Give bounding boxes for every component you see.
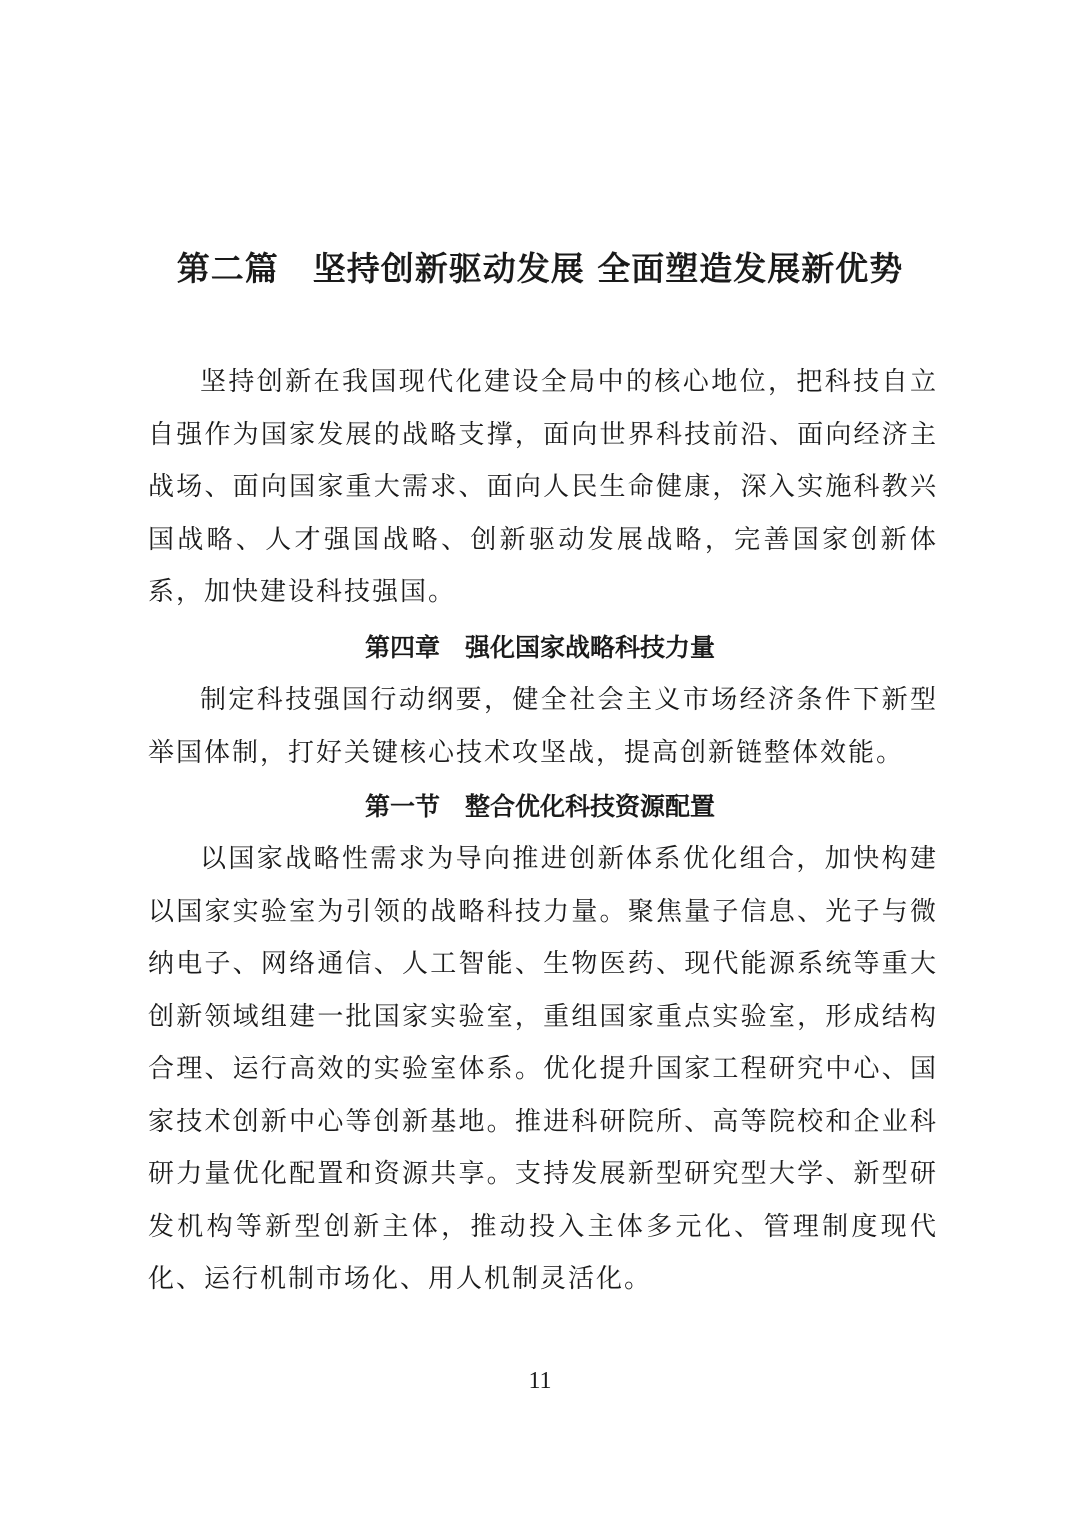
chapter-paragraph: 制定科技强国行动纲要，健全社会主义市场经济条件下新型举国体制，打好关键核心技术攻坚战，提高创新链整体效能。 [148,685,938,768]
intro-section [148,356,938,619]
intro-paragraph: 坚持创新在我国现代化建设全局中的核心地位，把科技自立自强作为国家发展的战略支撑，面向世界科技前沿、面向经济主战场、面向国家重大需求、面向人民生命健康，深入实施科教兴国战略、人才强国战略、创新驱动发展战略，完善国家创新体系，加快建设科技强国。 [148,367,938,607]
section-body [148,833,938,1306]
section-title: 第一节 整合优化科技资源配置 [364,792,715,821]
section-paragraph: 以国家战略性需求为导向推进创新体系优化组合，加快构建以国家实验室为引领的战略科技力量。聚焦量子信息、光子与微纳电子、网络通信、人工智能、生物医药、现代能源系统等重大创新领域组建一批国家实验室，重组国家重点实验室，形成结构合理、运行高效的实验室体系。优化提升国家工程研究中心、国家技术创新中心等创新基地。推进科研院所、高等院校和企业科研力量优化配置和资源共享。支持发展新型研究型大学、新型研发机构等新型创新主体，推动投入主体多元化、管理制度现代化、运行机制市场化、用人机制灵活化。 [148,844,938,1294]
chapter-title: 第四章 强化国家战略科技力量 [364,633,715,662]
part-title: 第二篇 坚持创新驱动发展 全面塑造发展新优势 [176,249,904,288]
page-number: 11 [528,1368,552,1394]
chapter-section [148,674,938,779]
